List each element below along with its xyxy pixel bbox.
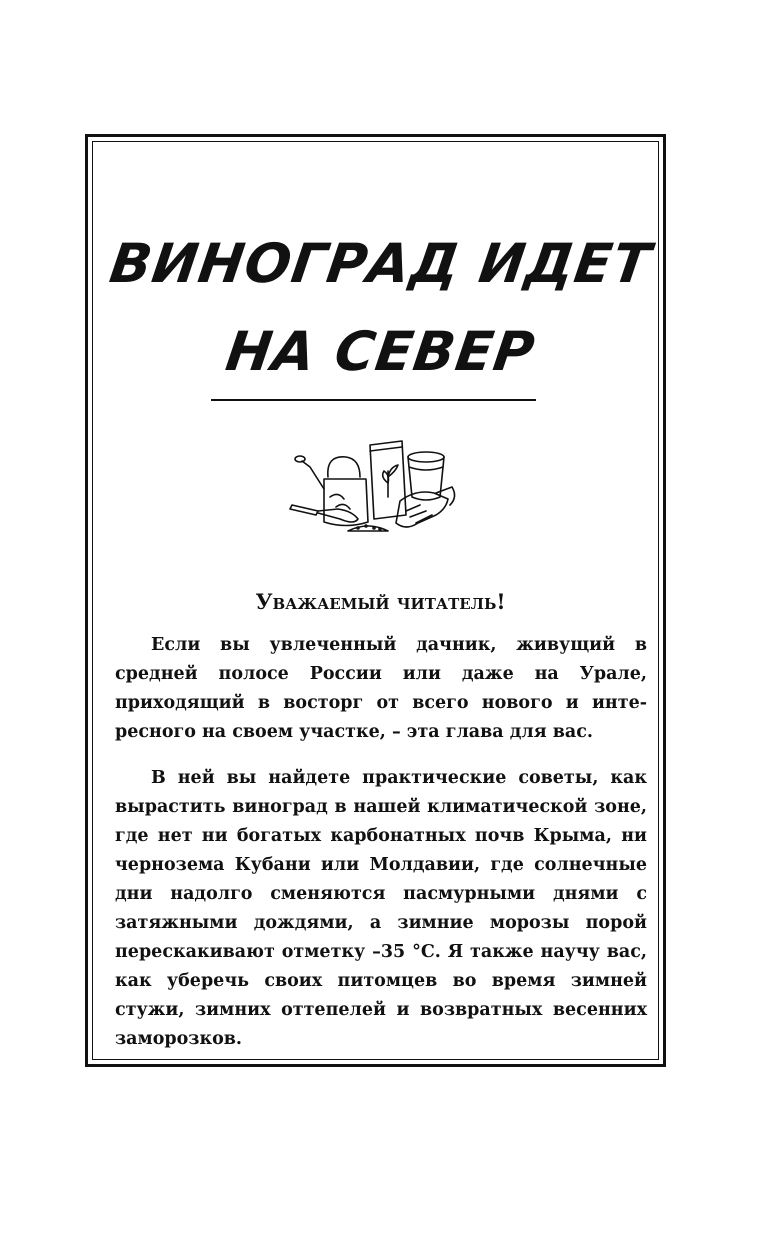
chapter-title-line-2: НА СЕВЕР (222, 320, 539, 383)
chapter-title-line-1: ВИНОГРАД ИДЕТ (106, 232, 656, 295)
page-border-frame (85, 134, 666, 1067)
garden-tools-illustration (288, 427, 460, 545)
watering-can-icon (295, 456, 368, 526)
reader-greeting: Уважаемый читатель! (255, 589, 506, 614)
page-inner-frame (92, 141, 659, 1060)
intro-paragraph-2: В ней вы найдете практические советы, как вырастить виноград в нашей климатической зоне, где нет ни богатых карбонатных почв Крыма, ни чернозема Кубани или Молдавии, где солнечные дни надолго сменяются пасмурными днями с затяжными дождями, а зимние морозы порой перескакивают отметку –35 °С. Я также научу вас, как уберечь своих питомцев во время зимней стужи, зимних оттепелей и возвратных весенних заморозков. (115, 768, 647, 1049)
intro-paragraph-1: Если вы увлеченный дачник, живущий в средней полосе России или даже на Урале, приходящий в восторг от всего нового и интересного на своем участке, – эта глава для вас. (115, 635, 647, 742)
soil-pile-icon (348, 525, 388, 531)
seed-bag-icon (370, 441, 406, 519)
title-divider (211, 399, 536, 401)
